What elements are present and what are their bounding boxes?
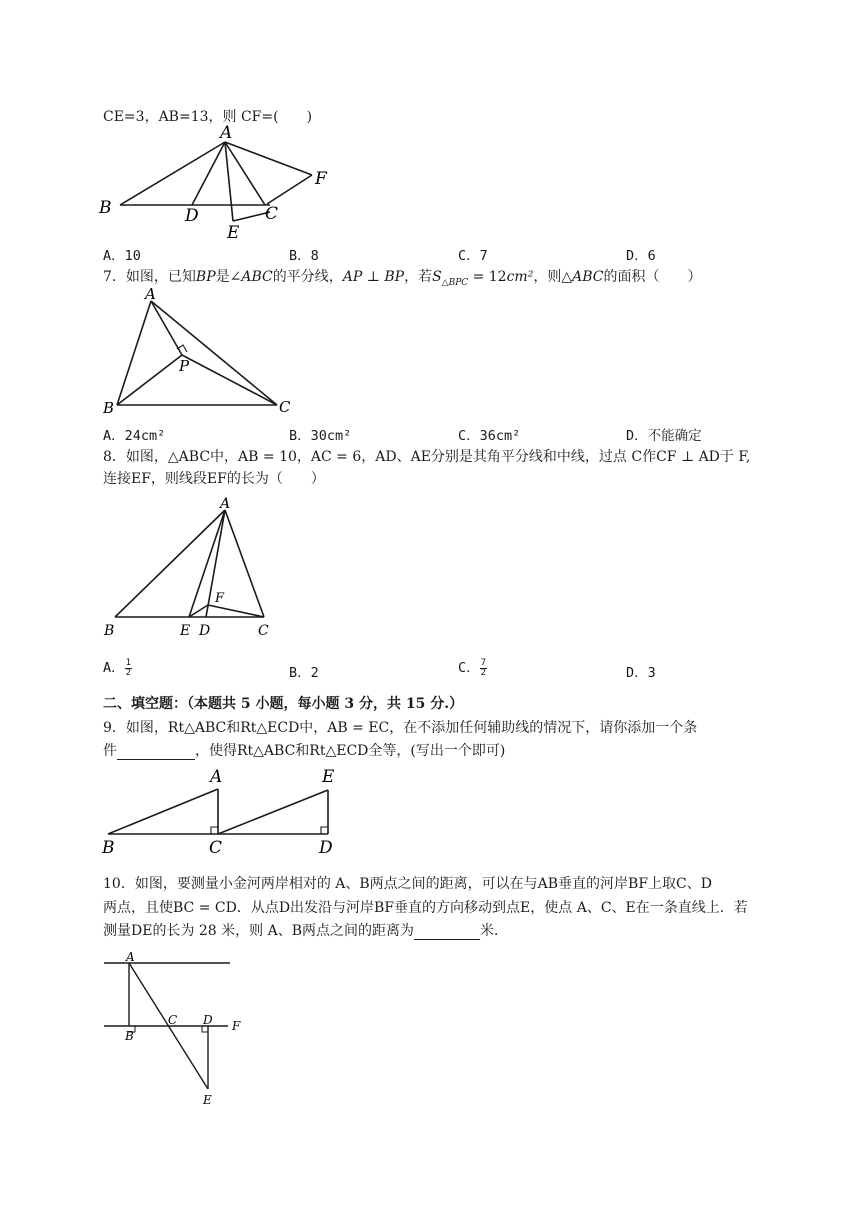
q6-label-A: A xyxy=(220,123,233,143)
q10-label-C: C xyxy=(168,1013,178,1027)
q9-stem-line1: 9．如图，Rt△ABC和Rt△ECD中，AB = EC，在不添加任何辅助线的情况下，请你添加一个条 xyxy=(103,720,698,736)
q7-stem: 7．如图，已知BP是∠ABC的平分线，AP ⊥ BP，若$S_{\triangle BPC} = 12cm^2$，则△ABC的面积（ ） xyxy=(103,269,702,288)
q7-figure xyxy=(95,283,305,418)
q10-answer-blank[interactable] xyxy=(414,923,480,940)
q7-option-d[interactable]: D．不能确定 xyxy=(626,428,702,444)
q8-label-E: E xyxy=(180,623,191,639)
q10-figure xyxy=(100,946,260,1111)
q10-label-B: B xyxy=(125,1029,134,1043)
q9-label-B: B xyxy=(102,838,115,858)
q6-label-B: B xyxy=(99,198,112,218)
q6-option-d[interactable]: D．6 xyxy=(626,248,656,264)
q8-label-A: A xyxy=(220,496,231,512)
q8-stem-line1: 8．如图，△ABC中，AB = 10，AC = 6，AD、AE分别是其角平分线和中线，过点 C作CF ⊥ AD于 F, xyxy=(103,449,751,465)
q7-label-P: P xyxy=(179,357,190,375)
q6-option-a[interactable]: A．10 xyxy=(103,248,141,264)
q7-label-B: B xyxy=(103,399,115,417)
q6-label-F: F xyxy=(315,169,327,189)
section-2-title: 二、填空题：（本题共 5 小题，每小题 3 分，共 15 分.） xyxy=(103,696,464,712)
q8-label-F: F xyxy=(215,591,225,606)
q7-label-A: A xyxy=(145,285,156,303)
q6-label-C: C xyxy=(265,204,279,224)
q10-label-A: A xyxy=(126,950,135,964)
q6-stem-tail: CE=3，AB=13，则 CF=( ) xyxy=(103,109,313,125)
q8-figure xyxy=(95,492,295,644)
q10-label-E: E xyxy=(203,1093,212,1107)
q6-figure xyxy=(95,120,355,245)
q7-option-a[interactable]: A．24cm² xyxy=(103,428,166,444)
q7-label-C: C xyxy=(279,398,291,416)
q8-option-d[interactable]: D．3 xyxy=(626,665,656,681)
q6-option-c[interactable]: C．7 xyxy=(458,248,488,264)
q6-option-b[interactable]: B．8 xyxy=(289,248,319,264)
q8-label-D: D xyxy=(199,623,211,639)
q9-label-C: C xyxy=(209,838,223,858)
q10-stem-line1: 10．如图，要测量小金河两岸相对的 A、B两点之间的距离，可以在与AB垂直的河岸BF上取C、D xyxy=(103,876,712,892)
q9-label-A: A xyxy=(210,767,223,787)
q10-label-F: F xyxy=(232,1019,241,1033)
q8-label-B: B xyxy=(104,623,115,639)
q9-answer-blank[interactable] xyxy=(117,743,195,760)
q7-option-c[interactable]: C．36cm² xyxy=(458,428,521,444)
q9-label-E: E xyxy=(322,767,335,787)
q8-option-a[interactable]: A． $\frac{1}{2}$ xyxy=(103,657,132,678)
q10-stem-line3: 测量DE的长为 28 米，则 A、B两点之间的距离为 米． xyxy=(103,923,509,939)
q6-label-D: D xyxy=(185,206,199,226)
q10-stem-line2: 两点，且使BC = CD．从点D出发沿与河岸BF垂直的方向移动到点E，使点 A、C、E在一条直线上．若 xyxy=(103,900,748,916)
q8-stem-line2: 连接EF，则线段EF的长为（ ） xyxy=(103,471,325,487)
q9-figure xyxy=(98,764,348,859)
q9-label-D: D xyxy=(319,838,333,858)
q6-label-E: E xyxy=(227,223,240,243)
q8-option-c[interactable]: C． $\frac{7}{2}$ xyxy=(458,657,487,678)
q7-option-b[interactable]: B．30cm² xyxy=(289,428,352,444)
q10-label-D: D xyxy=(203,1013,213,1027)
q8-option-b[interactable]: B．2 xyxy=(289,665,319,681)
q8-label-C: C xyxy=(258,623,269,639)
q9-stem-line2: 件 ，使得Rt△ABC和Rt△ECD全等，(写出一个即可) xyxy=(103,743,506,759)
